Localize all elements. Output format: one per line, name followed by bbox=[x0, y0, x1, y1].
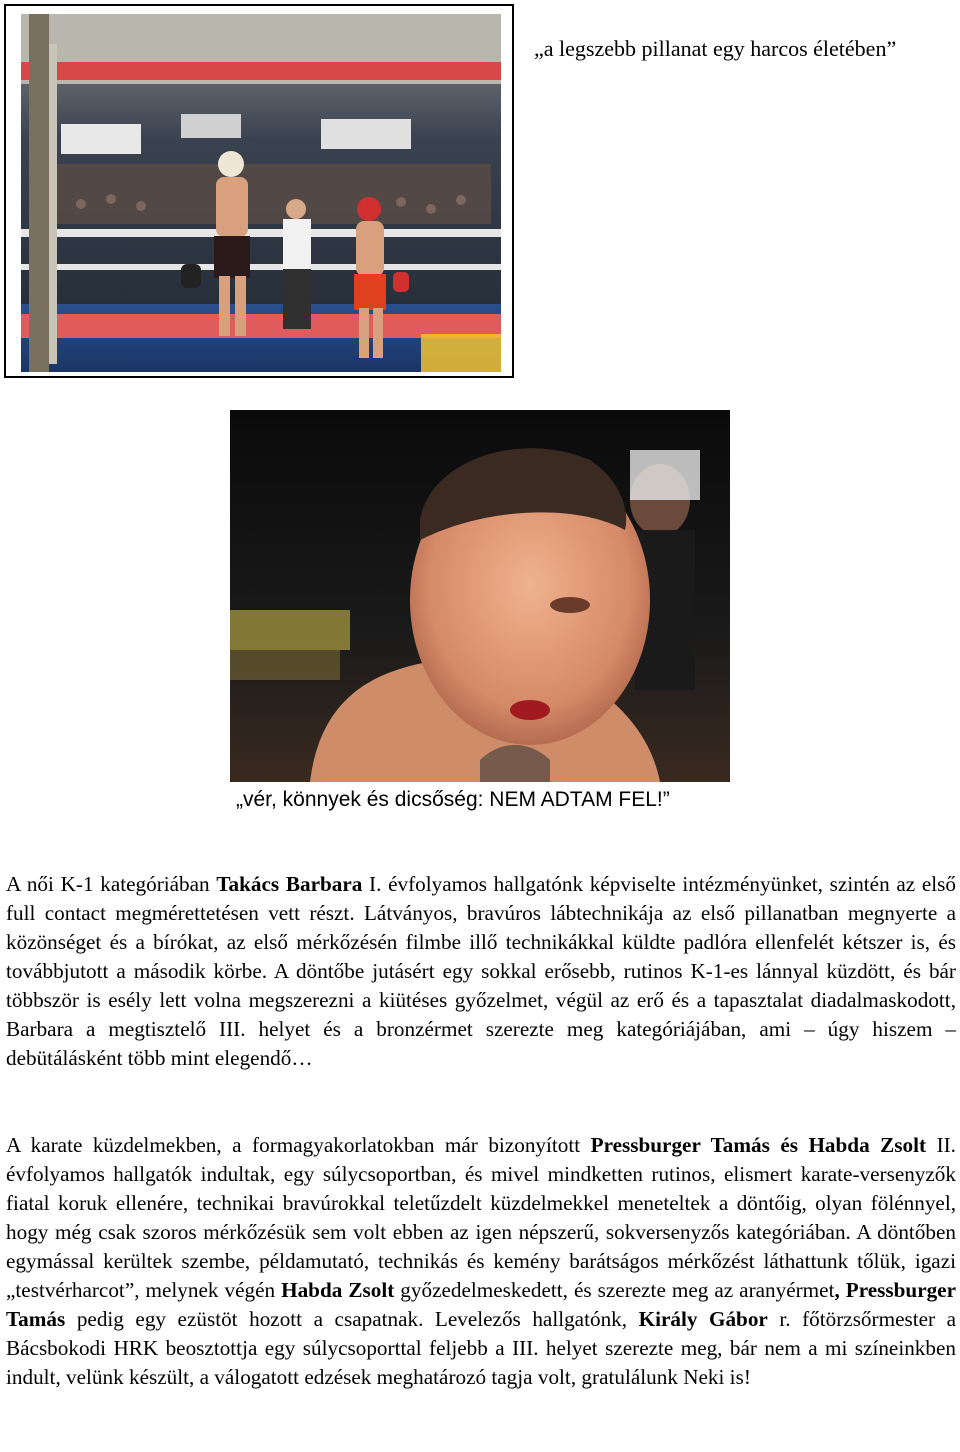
paragraph-text: A karate küzdelmekben, a formagyakorlatokban már bizonyított bbox=[6, 1133, 591, 1157]
paragraph-text: pedig egy ezüstöt hozott a csapatnak. Levelezős hallgatónk, bbox=[65, 1307, 639, 1331]
paragraph-text: r. főtörzsőrmester a Bácsbokodi HRK beosztottja egy súlycsoporttal feljebb a III. helyet szerezte meg, bár nem a mi színeinkben indult, velünk készült, a válogatott edzések meghatározó tagja volt, gratulálunk Neki is! bbox=[6, 1307, 957, 1389]
athlete-name: Takács Barbara bbox=[216, 872, 363, 896]
paragraph-text: II. évfolyamos hallgatók indultak, egy súlycsoportban, és mivel mindketten rutinos, elismert karate-versenyzők fiatal koruk ellenére, technikai bravúrokkal teletűzdelt küzdelmekkel meneteltek a döntőig, olyan fölénnyel, hogy még csak szoros mérkőzésük sem volt ebben az igen népszerű, sokversenyzős kategóriában. A döntőben egymással kerültek szembe, példamutató, technikás és kemény barátságos mérkőzést láthattunk tőlük, igazi „testvérharcot”, melynek végén bbox=[6, 1133, 956, 1302]
fighter-closeup-photo bbox=[230, 410, 730, 782]
photo-frame bbox=[4, 4, 514, 378]
athlete-name: Király Gábor bbox=[638, 1307, 768, 1331]
boxing-ring-photo bbox=[21, 14, 501, 372]
athlete-name: Habda Zsolt bbox=[281, 1278, 395, 1302]
paragraph-takacs-barbara bbox=[6, 870, 956, 1073]
photo-caption-top: „a legszebb pillanat egy harcos életében” bbox=[534, 36, 897, 61]
paragraph-karate bbox=[6, 1131, 956, 1392]
paragraph-text: A női K-1 kategóriában bbox=[6, 872, 217, 896]
ring-photo-image bbox=[21, 14, 501, 372]
paragraph-text: győzedelmeskedett, és szerezte meg az aranyérmet bbox=[394, 1278, 835, 1302]
closeup-photo-image bbox=[230, 410, 730, 782]
athlete-name: , Pressburger Tamás bbox=[6, 1278, 956, 1331]
photo-caption-middle: „vér, könnyek és dicsőség: NEM ADTAM FEL!” bbox=[236, 788, 670, 811]
paragraph-text: I. évfolyamos hallgatónk képviselte intézményünket, szintén az első full contact megmérettetésen vett részt. Látványos, bravúros lábtechnikája az első pillanatban megnyerte a közönséget és a bírókat, az első mérkőzésén filmbe illő technikákkal küldte padlóra ellenfelét kétszer is, és továbbjutott a második körbe. A döntőbe jutásért egy sokkal erősebb, rutinos K-1-es lánnyal küzdött, és bár többször is esély lett volna megszerezni a kiütéses győzelmet, végül az erő és a tapasztalat diadalmaskodott, Barbara a megtisztelő III. helyet és a bronzérmet szerezte meg kategóriájában, ami – úgy hiszem – debütálásként több mint elegendő… bbox=[6, 872, 957, 1070]
athlete-name: Pressburger Tamás és Habda Zsolt bbox=[590, 1133, 927, 1157]
